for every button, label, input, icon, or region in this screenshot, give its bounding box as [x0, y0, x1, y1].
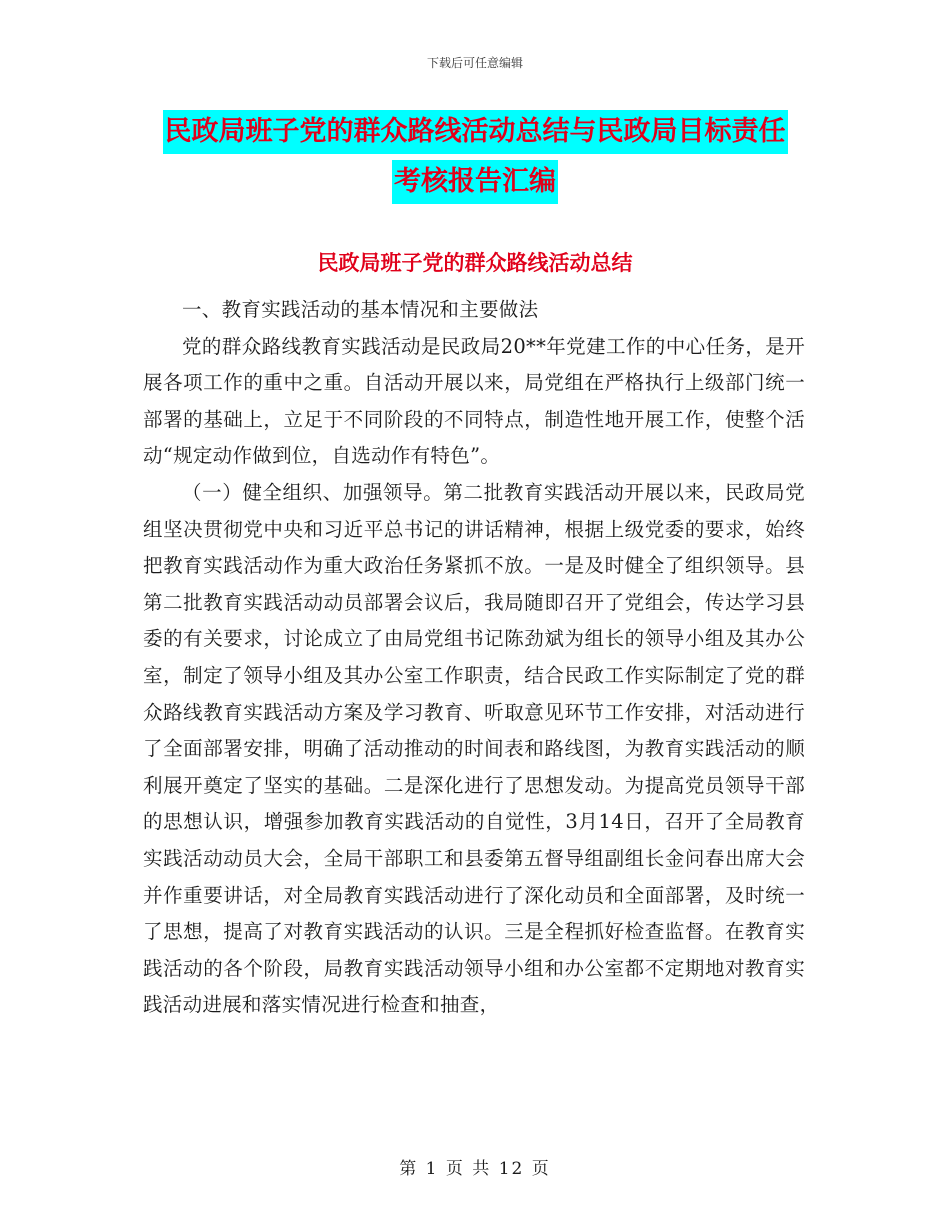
- document-title: [0, 110, 950, 210]
- paragraph-heading: 一、教育实践活动的基本情况和主要做法: [182, 298, 539, 321]
- body-text: [143, 292, 805, 1024]
- section-title: 民政局班子党的群众路线活动总结: [317, 251, 633, 275]
- page-footer: 第 1 页 共 12 页: [399, 1159, 551, 1179]
- title-line-2: 考核报告汇编: [392, 160, 558, 204]
- header-note: 下载后可任意编辑: [426, 56, 523, 70]
- title-line-1: 民政局班子党的群众路线活动总结与民政局目标责任: [163, 110, 788, 154]
- paragraph: 党的群众路线教育实践活动是民政局20**年党建工作的中心任务，是开展各项工作的重中之重。自活动开展以来，局党组在严格执行上级部门统一部署的基础上，立足于不同阶段的不同特点，制造性地开展工作，使整个活动“规定动作做到位，自选动作有特色”。: [143, 334, 805, 468]
- paragraph: （一）健全组织、加强领导。第二批教育实践活动开展以来，民政局党组坚决贯彻党中央和习近平总书记的讲话精神，根据上级党委的要求，始终把教育实践活动作为重大政治任务紧抓不放。一是及时健全了组织领导。县第二批教育实践活动动员部署会议后，我局随即召开了党组会，传达学习县委的有关要求，讨论成立了由局党组书记陈劲斌为组长的领导小组及其办公室，制定了领导小组及其办公室工作职责，结合民政工作实际制定了党的群众路线教育实践活动方案及学习教育、听取意见环节工作安排，对活动进行了全面部署安排，明确了活动推动的时间表和路线图，为教育实践活动的顺利展开奠定了坚实的基础。二是深化进行了思想发动。为提高党员领导干部的思想认识，增强参加教育实践活动的自觉性，3月14日，召开了全局教育实践活动动员大会，全局干部职工和县委第五督导组副组长金问春出席大会并作重要讲话，对全局教育实践活动进行了深化动员和全面部署，及时统一了思想，提高了对教育实践活动的认识。三是全程抓好检查监督。在教育实践活动的各个阶段，局教育实践活动领导小组和办公室都不定期地对教育实践活动进展和落实情况进行检查和抽查，: [143, 480, 805, 1017]
